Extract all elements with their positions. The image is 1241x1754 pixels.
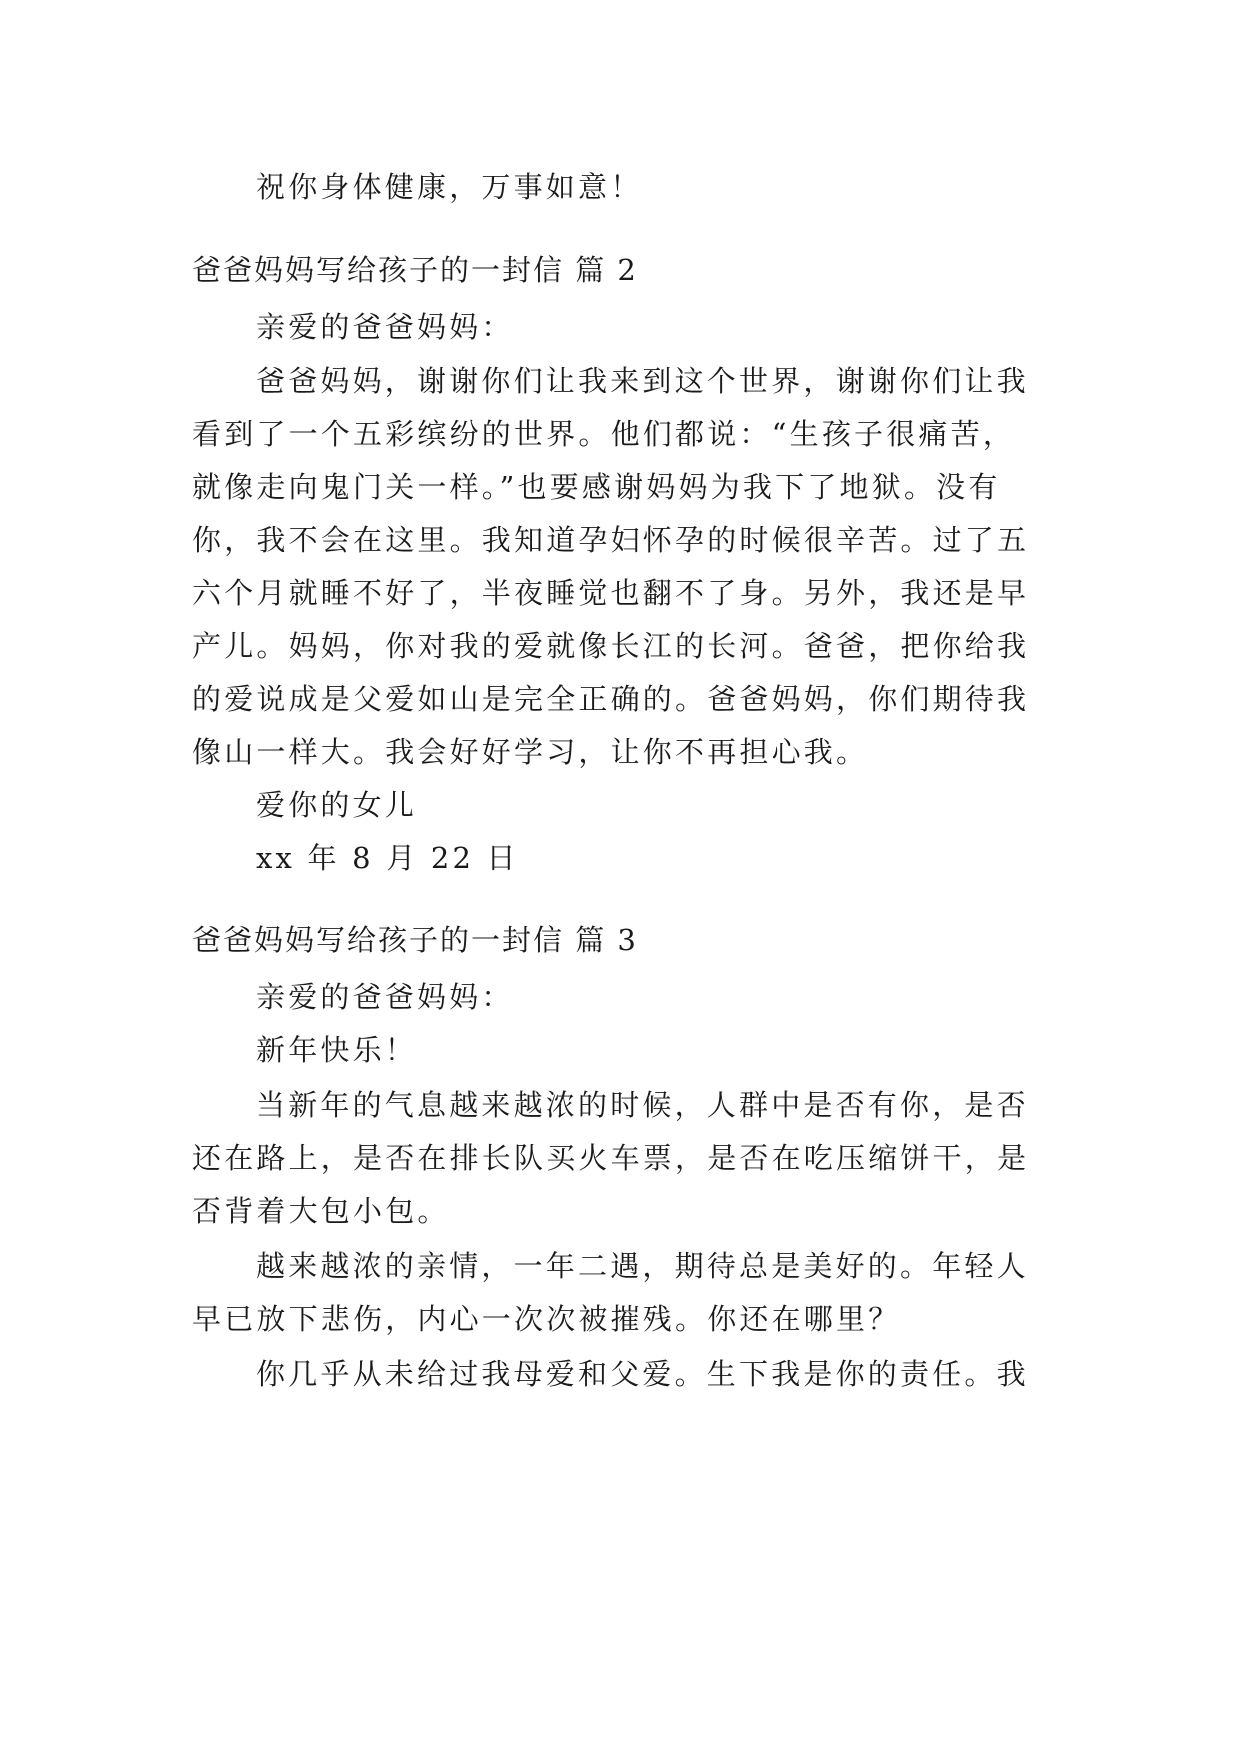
section-3-paragraph-2-line: 越来越浓的亲情，一年二遇，期待总是美好的。年轻人 <box>256 1249 1029 1283</box>
section-3-paragraph-3-line: 你几乎从未给过我母爱和父爱。生下我是你的责任。我 <box>256 1357 1029 1391</box>
section-2-body-line: 看到了一个五彩缤纷的世界。他们都说：“生孩子很痛苦， <box>192 417 1016 451</box>
section-2-date: xx 年 8 月 22 日 <box>256 841 519 875</box>
section-2-body-line: 六个月就睡不好了，半夜睡觉也翻不了身。另外，我还是早 <box>192 576 1030 610</box>
section-3-salutation: 亲爱的爸爸妈妈： <box>256 980 514 1014</box>
section-3-paragraph-1-line: 还在路上，是否在排长队买火车票，是否在吃压缩饼干，是 <box>192 1141 1030 1175</box>
section-3-paragraph-2-line: 早已放下悲伤，内心一次次被摧残。你还在哪里？ <box>192 1302 901 1336</box>
closing-wish: 祝你身体健康，万事如意！ <box>256 170 643 204</box>
section-2-heading: 爸爸妈妈写给孩子的一封信 篇 2 <box>192 253 638 287</box>
section-3-greeting: 新年快乐！ <box>256 1033 418 1067</box>
section-2-body-line: 就像走向鬼门关一样。”也要感谢妈妈为我下了地狱。没有 <box>192 470 1001 504</box>
section-2-body-line: 产儿。妈妈，你对我的爱就像长江的长河。爸爸，把你给我 <box>192 629 1030 663</box>
section-2-body-line: 像山一样大。我会好好学习，让你不再担心我。 <box>192 735 869 769</box>
section-3-paragraph-1-line: 当新年的气息越来越浓的时候，人群中是否有你，是否 <box>256 1088 1029 1122</box>
section-2-body-line: 的爱说成是父爱如山是完全正确的。爸爸妈妈，你们期待我 <box>192 682 1030 716</box>
section-2-salutation: 亲爱的爸爸妈妈： <box>256 310 514 344</box>
section-3-heading: 爸爸妈妈写给孩子的一封信 篇 3 <box>192 923 638 957</box>
section-2-body-line: 爸爸妈妈，谢谢你们让我来到这个世界，谢谢你们让我 <box>256 364 1029 398</box>
section-2-signature: 爱你的女儿 <box>256 788 418 822</box>
section-3-paragraph-1-line: 否背着大包小包。 <box>192 1194 450 1228</box>
section-2-body-line: 你，我不会在这里。我知道孕妇怀孕的时候很辛苦。过了五 <box>192 523 1030 557</box>
